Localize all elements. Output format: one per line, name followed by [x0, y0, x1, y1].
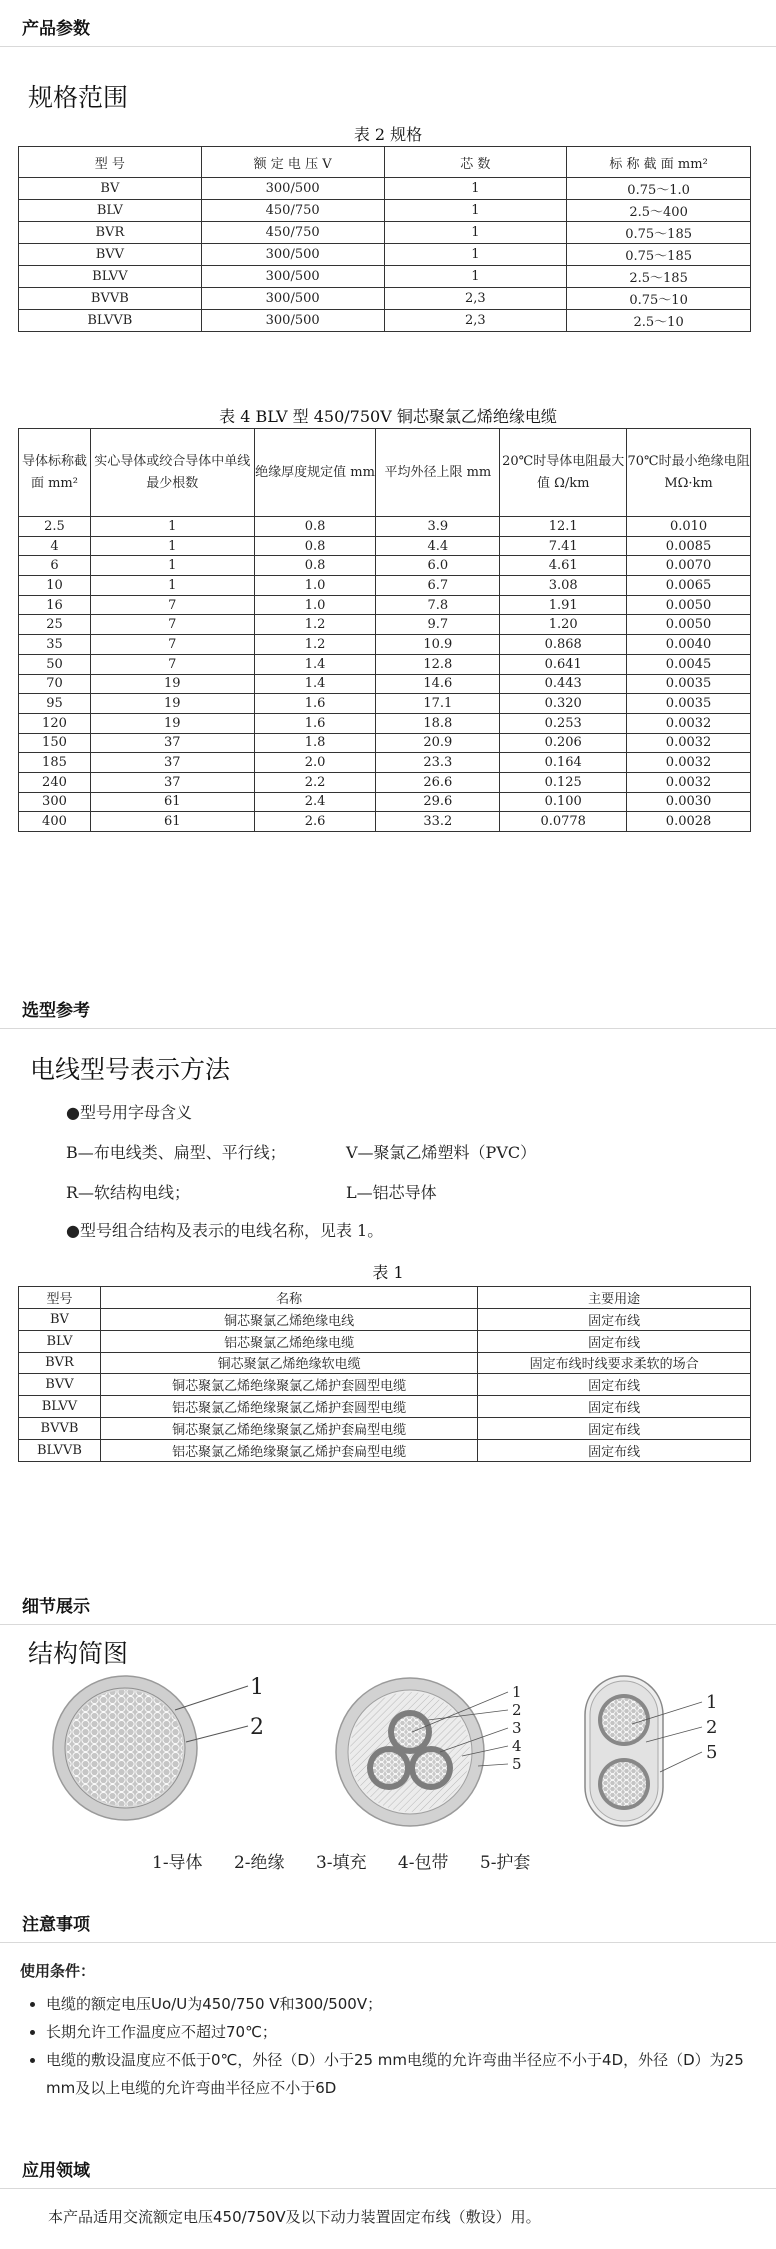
table-cell: 23.3 — [376, 753, 500, 773]
table-header: 实心导体或绞合导体中单线最少根数 — [90, 429, 254, 517]
table-cell: 61 — [90, 792, 254, 812]
table-row — [19, 812, 751, 832]
table-cell: 17.1 — [376, 694, 500, 714]
table-cell: 0.0035 — [627, 674, 751, 694]
legend-item: 1-导体 — [152, 1853, 203, 1873]
table-cell: 1.0 — [254, 576, 376, 596]
table-header: 70℃时最小绝缘电阻 MΩ·km — [627, 429, 751, 517]
table-cell: 150 — [19, 733, 91, 753]
table-cell: 1.4 — [254, 674, 376, 694]
section-header-selection — [0, 982, 776, 1029]
table-cell: 2.5～10 — [567, 310, 751, 332]
table-cell: 35 — [19, 635, 91, 655]
table-cell: 37 — [90, 753, 254, 773]
table-header: 20℃时导体电阻最大值 Ω/km — [500, 429, 627, 517]
table-header: 导体标称截面 mm² — [19, 429, 91, 517]
table-cell: 0.75～185 — [567, 244, 751, 266]
table-cell: 0.0045 — [627, 654, 751, 674]
diagram-label: 3 — [512, 1719, 522, 1737]
table-row — [19, 1374, 751, 1396]
diagram-label: 5 — [512, 1755, 522, 1773]
section-title: 应用领域 — [22, 2161, 90, 2181]
usage-item: • 电缆的额定电压Uo/U为450/750 V和300/500V； — [46, 1990, 758, 2018]
model-table — [18, 1286, 751, 1462]
table-header: 型 号 — [19, 147, 202, 178]
table-cell: 0.75～10 — [567, 288, 751, 310]
table-row — [19, 266, 751, 288]
table-cell: 2,3 — [384, 310, 567, 332]
table-header: 名称 — [100, 1287, 477, 1309]
diagram-label: 2 — [512, 1701, 522, 1719]
usage-conditions-title: 使用条件： — [20, 1962, 96, 1980]
model-def-r: R—软结构电线； — [66, 1183, 191, 1202]
table-cell: 14.6 — [376, 674, 500, 694]
table-header: 标 称 截 面 mm² — [567, 147, 751, 178]
diagram-legend — [152, 1848, 556, 1873]
table-cell: 0.0085 — [627, 536, 751, 556]
table-cell: 10 — [19, 576, 91, 596]
model-title: 电线型号表示方法 — [30, 1055, 231, 1084]
table-cell: 70 — [19, 674, 91, 694]
table-cell: 2.5～185 — [567, 266, 751, 288]
table-header: 主要用途 — [478, 1287, 751, 1309]
table-cell: 120 — [19, 713, 91, 733]
table-cell: 20.9 — [376, 733, 500, 753]
table-row — [19, 244, 751, 266]
table-cell: 0.206 — [500, 733, 627, 753]
table-cell: BVV — [19, 244, 202, 266]
table-cell: BV — [19, 178, 202, 200]
model-def-l: L—铝芯导体 — [346, 1183, 437, 1202]
table-cell: 300/500 — [201, 288, 384, 310]
table-cell: 2.0 — [254, 753, 376, 773]
table-row — [19, 753, 751, 773]
section-title: 产品参数 — [22, 19, 90, 39]
table-cell: 7 — [90, 615, 254, 635]
table-cell: 铜芯聚氯乙烯绝缘聚氯乙烯护套圆型电缆 — [100, 1374, 477, 1396]
table-row — [19, 595, 751, 615]
table-cell: 95 — [19, 694, 91, 714]
table-cell: 0.0778 — [500, 812, 627, 832]
table-cell: 0.164 — [500, 753, 627, 773]
model-combination-note: ●型号组合结构及表示的电线名称，见表 1。 — [66, 1221, 384, 1240]
table-cell: 12.1 — [500, 517, 627, 537]
table-cell: 0.75～185 — [567, 222, 751, 244]
table-cell: 固定布线 — [478, 1439, 751, 1461]
table-cell: 61 — [90, 812, 254, 832]
three-core-cable-icon — [336, 1678, 522, 1826]
usage-item: • 电缆的敷设温度应不低于0℃，外径（D）小于25 mm电缆的允许弯曲半径应不小于4D，外径（D）为25 mm及以上电缆的允许弯曲半径应不小于6D — [46, 2046, 758, 2102]
spec-range-title: 规格范围 — [28, 83, 129, 112]
table-cell: 19 — [90, 674, 254, 694]
table-cell: 300/500 — [201, 310, 384, 332]
legend-item: 5-护套 — [479, 1853, 531, 1873]
section-header-params — [0, 0, 776, 47]
table-cell: 10.9 — [376, 635, 500, 655]
table-cell: 1 — [384, 222, 567, 244]
table-cell: 0.253 — [500, 713, 627, 733]
table-cell: 固定布线 — [478, 1330, 751, 1352]
table-cell: 铜芯聚氯乙烯绝缘聚氯乙烯护套扁型电缆 — [100, 1417, 477, 1439]
table-cell: 铜芯聚氯乙烯绝缘软电缆 — [100, 1352, 477, 1374]
table-cell: 2.2 — [254, 772, 376, 792]
table-cell: BLVVB — [19, 1439, 101, 1461]
table-cell: 固定布线 — [478, 1396, 751, 1418]
table-cell: 0.0050 — [627, 595, 751, 615]
table-cell: 0.0040 — [627, 635, 751, 655]
table-cell: 26.6 — [376, 772, 500, 792]
table-cell: 0.0030 — [627, 792, 751, 812]
diagram-label: 1 — [250, 1675, 264, 1700]
section-header-notes — [0, 1896, 776, 1943]
diagram-label: 2 — [706, 1717, 718, 1738]
table-cell: 3.08 — [500, 576, 627, 596]
table-row — [19, 1439, 751, 1461]
diagram-label: 1 — [512, 1683, 522, 1701]
table-row — [19, 178, 751, 200]
table-row — [19, 222, 751, 244]
table-cell: 4.61 — [500, 556, 627, 576]
table-cell: 0.125 — [500, 772, 627, 792]
section-title: 注意事项 — [22, 1915, 90, 1935]
table-row — [19, 1396, 751, 1418]
table-cell: BLV — [19, 200, 202, 222]
table-row — [19, 288, 751, 310]
table-row — [19, 1309, 751, 1331]
table-cell: 6.0 — [376, 556, 500, 576]
diagram-label: 5 — [706, 1742, 718, 1763]
table-cell: 240 — [19, 772, 91, 792]
table-row — [19, 556, 751, 576]
table-row — [19, 654, 751, 674]
table-cell: 铝芯聚氯乙烯绝缘聚氯乙烯护套圆型电缆 — [100, 1396, 477, 1418]
table-cell: 固定布线时线要求柔软的场合 — [478, 1352, 751, 1374]
table-cell: 1 — [90, 576, 254, 596]
table-cell: 1.4 — [254, 654, 376, 674]
table-cell: 0.8 — [254, 517, 376, 537]
table-cell: 0.641 — [500, 654, 627, 674]
flat-twin-cable-icon — [585, 1676, 717, 1826]
table-cell: 铝芯聚氯乙烯绝缘聚氯乙烯护套扁型电缆 — [100, 1439, 477, 1461]
table-cell: 0.0070 — [627, 556, 751, 576]
table-cell: 300/500 — [201, 244, 384, 266]
section-header-application — [0, 2142, 776, 2189]
table-cell: 0.0032 — [627, 713, 751, 733]
table-cell: 300/500 — [201, 266, 384, 288]
table-cell: 0.443 — [500, 674, 627, 694]
table-cell: BV — [19, 1309, 101, 1331]
table-cell: 0.0032 — [627, 753, 751, 773]
table-cell: 1.91 — [500, 595, 627, 615]
table-cell: 300 — [19, 792, 91, 812]
application-text: 本产品适用交流额定电压450/750V及以下动力装置固定布线（敷设）用。 — [48, 2208, 541, 2226]
table-row — [19, 1352, 751, 1374]
table-cell: BVVB — [19, 288, 202, 310]
table2-caption: 表 2 规格 — [353, 125, 423, 144]
table-cell: 1 — [90, 517, 254, 537]
table-header: 额 定 电 压 V — [201, 147, 384, 178]
table-row — [19, 674, 751, 694]
blv-table — [18, 428, 751, 832]
table-cell: 2.4 — [254, 792, 376, 812]
table-cell: 3.9 — [376, 517, 500, 537]
table-cell: 185 — [19, 753, 91, 773]
table-cell: 1.2 — [254, 635, 376, 655]
section-title: 选型参考 — [22, 1001, 90, 1021]
table-cell: 37 — [90, 733, 254, 753]
table-row — [19, 310, 751, 332]
table-cell: 7.8 — [376, 595, 500, 615]
table-row — [19, 1330, 751, 1352]
table-cell: 400 — [19, 812, 91, 832]
table-cell: 0.8 — [254, 536, 376, 556]
table-cell: 1.6 — [254, 713, 376, 733]
table-cell: 0.0035 — [627, 694, 751, 714]
table-cell: 1 — [384, 200, 567, 222]
table-cell: 1.20 — [500, 615, 627, 635]
table-cell: 1 — [384, 266, 567, 288]
table-cell: 固定布线 — [478, 1374, 751, 1396]
table-cell: 2.5～400 — [567, 200, 751, 222]
table-cell: 1.6 — [254, 694, 376, 714]
table-cell: 固定布线 — [478, 1309, 751, 1331]
table-cell: 12.8 — [376, 654, 500, 674]
table-cell: 7.41 — [500, 536, 627, 556]
table-cell: BVVB — [19, 1417, 101, 1439]
table-row — [19, 733, 751, 753]
table1-caption: 表 1 — [372, 1263, 404, 1282]
table-cell: 0.0028 — [627, 812, 751, 832]
table-cell: 7 — [90, 654, 254, 674]
table-cell: 固定布线 — [478, 1417, 751, 1439]
table-cell: 6.7 — [376, 576, 500, 596]
table-cell: 0.0032 — [627, 733, 751, 753]
table-cell: 450/750 — [201, 200, 384, 222]
table-cell: 0.75～1.0 — [567, 178, 751, 200]
table-cell: 300/500 — [201, 178, 384, 200]
table-cell: BLVV — [19, 266, 202, 288]
table-cell: 50 — [19, 654, 91, 674]
table-cell: 0.0032 — [627, 772, 751, 792]
table-row — [19, 200, 751, 222]
table-cell: 1 — [384, 178, 567, 200]
table-cell: BLVVB — [19, 310, 202, 332]
table-cell: 1 — [90, 556, 254, 576]
section-title: 细节展示 — [22, 1597, 90, 1617]
table-cell: 25 — [19, 615, 91, 635]
table-cell: 2.5 — [19, 517, 91, 537]
table-cell: 7 — [90, 635, 254, 655]
table-cell: 0.100 — [500, 792, 627, 812]
model-def-b: B—布电线类、扁型、平行线； — [66, 1143, 286, 1162]
table-row — [19, 635, 751, 655]
table-row — [19, 576, 751, 596]
table-row — [19, 713, 751, 733]
table-header: 绝缘厚度规定值 mm — [254, 429, 376, 517]
table-cell: 铜芯聚氯乙烯绝缘电线 — [100, 1309, 477, 1331]
usage-conditions-list — [28, 1990, 758, 2102]
spec-table — [18, 146, 751, 332]
table-cell: 1 — [90, 536, 254, 556]
diagram-label: 4 — [512, 1737, 522, 1755]
table-cell: 1.0 — [254, 595, 376, 615]
table-cell: 16 — [19, 595, 91, 615]
model-letters-heading: ●型号用字母含义 — [66, 1103, 192, 1122]
table-cell: 铝芯聚氯乙烯绝缘电缆 — [100, 1330, 477, 1352]
legend-item: 2-绝缘 — [233, 1853, 285, 1873]
table-cell: BLV — [19, 1330, 101, 1352]
table-cell: 37 — [90, 772, 254, 792]
table-cell: 450/750 — [201, 222, 384, 244]
legend-item: 4-包带 — [397, 1853, 449, 1873]
table-cell: 0.320 — [500, 694, 627, 714]
table-cell: 0.0065 — [627, 576, 751, 596]
table-cell: 2.6 — [254, 812, 376, 832]
table-cell: 7 — [90, 595, 254, 615]
table-cell: 33.2 — [376, 812, 500, 832]
table-row — [19, 536, 751, 556]
table-cell: BLVV — [19, 1396, 101, 1418]
table-cell: 9.7 — [376, 615, 500, 635]
model-def-v: V—聚氯乙烯塑料（PVC） — [346, 1143, 537, 1162]
table-cell: 1 — [384, 244, 567, 266]
table-header: 型号 — [19, 1287, 101, 1309]
table-cell: 0.868 — [500, 635, 627, 655]
table-row — [19, 615, 751, 635]
table-row — [19, 517, 751, 537]
table-cell: 19 — [90, 694, 254, 714]
table-row — [19, 772, 751, 792]
table-header: 平均外径上限 mm — [376, 429, 500, 517]
diagram-label: 1 — [706, 1692, 718, 1713]
table-cell: BVR — [19, 222, 202, 244]
table-cell: 6 — [19, 556, 91, 576]
table-cell: 18.8 — [376, 713, 500, 733]
table-cell: 4.4 — [376, 536, 500, 556]
table-cell: 2,3 — [384, 288, 567, 310]
table-cell: 0.8 — [254, 556, 376, 576]
table-cell: 0.0050 — [627, 615, 751, 635]
section-header-details — [0, 1578, 776, 1625]
table-cell: 1.8 — [254, 733, 376, 753]
structure-title: 结构简图 — [28, 1639, 129, 1668]
usage-item: • 长期允许工作温度应不超过70℃； — [46, 2018, 758, 2046]
table-cell: 1.2 — [254, 615, 376, 635]
table4-caption: 表 4 BLV 型 450/750V 铜芯聚氯乙烯绝缘电缆 — [219, 407, 557, 426]
table-header: 芯 数 — [384, 147, 567, 178]
table-cell: 4 — [19, 536, 91, 556]
table-cell: 29.6 — [376, 792, 500, 812]
table-cell: 19 — [90, 713, 254, 733]
table-cell: BVR — [19, 1352, 101, 1374]
table-cell: BVV — [19, 1374, 101, 1396]
single-core-cable-icon — [53, 1675, 264, 1820]
legend-item: 3-填充 — [315, 1853, 367, 1873]
table-cell: 0.010 — [627, 517, 751, 537]
table-row — [19, 792, 751, 812]
diagram-label: 2 — [250, 1715, 264, 1740]
table-row — [19, 1417, 751, 1439]
table-row — [19, 694, 751, 714]
